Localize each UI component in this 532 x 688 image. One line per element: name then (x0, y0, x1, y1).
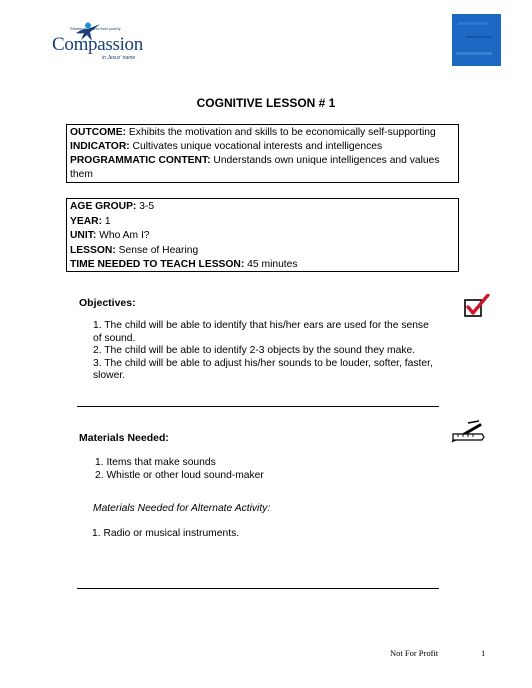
age-group-label: AGE GROUP: (70, 201, 137, 212)
pencil-ruler-icon (450, 420, 486, 444)
indicator-label: INDICATOR: (70, 141, 130, 152)
list-item: 2. The child will be able to identify 2-3 objects by the sound they make. (93, 345, 416, 357)
checkbox-check-icon (464, 294, 490, 318)
outcome-row (70, 126, 455, 140)
unit-value: Who Am I? (96, 230, 150, 241)
list-item: 1. The child will be able to identify that his/her ears are used for the sense of sound. (93, 320, 429, 344)
outcome-box (66, 124, 459, 183)
materials-heading: Materials Needed: (79, 432, 169, 444)
lesson-label: LESSON: (70, 244, 116, 256)
list-item: 1. Items that make sounds (95, 457, 216, 468)
materials-list (95, 457, 264, 482)
page-title: COGNITIVE LESSON # 1 (196, 96, 336, 110)
time-row (70, 258, 455, 273)
outcome-label: OUTCOME: (70, 127, 127, 138)
divider-line (77, 406, 439, 407)
alternate-materials-heading: Materials Needed for Alternate Activity: (93, 503, 271, 514)
list-item: 2. Whistle or other loud sound-maker (95, 469, 264, 481)
blue-stamp-image (452, 14, 501, 66)
logo-tagline: Releasing children from poverty (70, 27, 121, 31)
lesson-value: Sense of Hearing (115, 244, 199, 256)
programmatic-content-value: Understands own unique intelligences and values them (70, 155, 440, 180)
footer-text: Not For Profit (390, 648, 439, 658)
programmatic-content-row (70, 154, 455, 182)
time-value: 45 minutes (244, 259, 298, 270)
indicator-value: Cultivates unique vocational interests and intelligences (129, 141, 383, 152)
year-label: YEAR: (70, 215, 103, 227)
year-value: 1 (102, 215, 111, 227)
divider-line (77, 588, 439, 589)
alternate-materials-list (92, 528, 239, 539)
logo-subline: in Jesus' name (102, 55, 136, 61)
list-item: 1. Radio or musical instruments. (92, 528, 240, 539)
programmatic-content-label: PROGRAMMATIC CONTENT: (70, 155, 211, 166)
objectives-heading: Objectives: (79, 297, 136, 309)
lesson-row (70, 244, 455, 259)
age-group-row (70, 200, 455, 215)
stamp-texture-icon (452, 14, 501, 66)
year-row (70, 215, 455, 230)
page-number: 1 (481, 648, 486, 658)
indicator-row (70, 140, 455, 154)
logo-wordmark: Compassion (52, 34, 143, 55)
list-item: 3. The child will be able to adjust his/her sounds to be louder, softer, faster, slower. (93, 357, 433, 382)
time-label: TIME NEEDED TO TEACH LESSON: (70, 259, 245, 270)
unit-label: UNIT: (70, 230, 97, 241)
outcome-value: Exhibits the motivation and skills to be economically self-supporting (126, 127, 436, 138)
unit-row (70, 229, 455, 244)
objectives-list (93, 320, 433, 383)
lesson-info-box (66, 198, 459, 272)
age-group-value: 3-5 (136, 201, 155, 212)
